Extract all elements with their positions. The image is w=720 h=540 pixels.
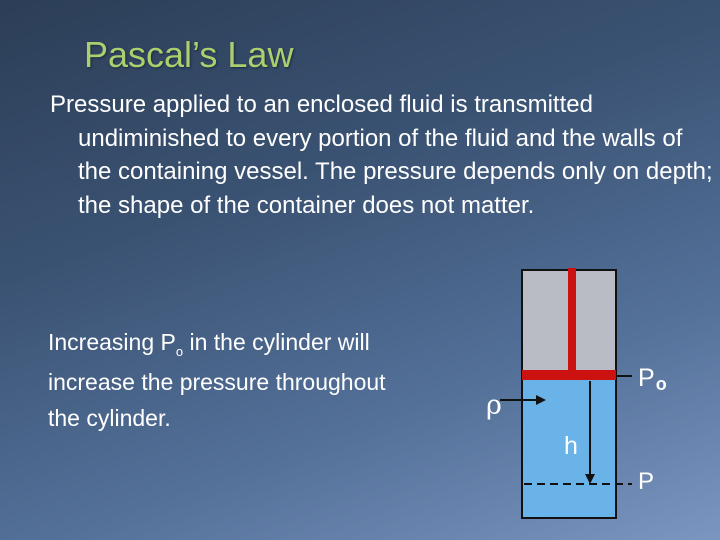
- p-subscript-o: o: [175, 344, 184, 359]
- piston-head: [522, 370, 616, 380]
- p0-label-subscript: o: [655, 374, 667, 394]
- cylinder-text-start: Increasing P: [48, 329, 176, 355]
- body-paragraph: Pressure applied to an enclosed fluid is transmitted undiminished to every portion of the fluid and the walls of the containing vessel. The pressure depends only on depth; the shape of the container does not matter.: [50, 91, 713, 219]
- rho-label: ρ: [486, 390, 502, 421]
- depth-label: h: [564, 432, 578, 460]
- cylinder-text-end: in the cylinder will increase the pressure throughout the cylinder.: [48, 329, 386, 431]
- p0-label: [638, 364, 667, 394]
- piston-rod: [568, 268, 576, 372]
- p0-label-letter: P: [638, 364, 655, 392]
- slide-title: Pascal’s Law: [84, 34, 294, 75]
- pressure-label: P: [638, 468, 655, 495]
